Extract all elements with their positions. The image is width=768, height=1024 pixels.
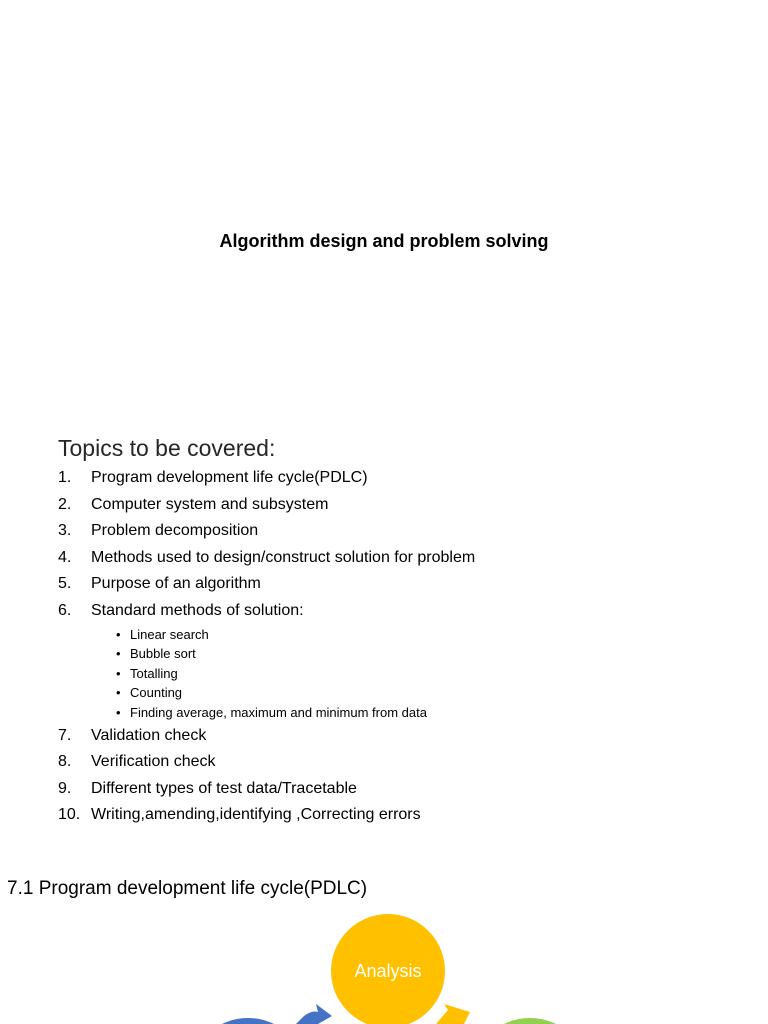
bullet-icon: •: [116, 665, 121, 681]
bullet-icon: •: [116, 685, 121, 701]
topic-number: 1.: [58, 469, 72, 486]
pdlc-diagram-svg: [0, 900, 768, 1024]
topic-item: [58, 598, 738, 625]
topic-number: 8.: [58, 753, 72, 771]
topic-text: Writing,amending,identifying ,Correcting errors: [91, 806, 421, 824]
subtopic-text: Linear search: [130, 627, 209, 642]
topic-list: [58, 465, 738, 829]
topic-item: [58, 776, 738, 803]
topic-number: 10.: [58, 806, 81, 824]
subtopic-item: [58, 664, 738, 683]
bullet-icon: •: [116, 704, 121, 720]
cycle-arrow-right-icon: [436, 1004, 470, 1024]
section-heading: 7.1 Program development life cycle(PDLC): [7, 878, 368, 899]
topic-text: Validation check: [91, 726, 207, 744]
subtopic-item: [58, 644, 738, 663]
topic-number: 9.: [58, 779, 72, 797]
topic-item: [58, 723, 738, 750]
topic-text: Computer system and subsystem: [91, 495, 329, 513]
topics-heading: Topics to be covered:: [58, 435, 276, 461]
subtopic-text: Totalling: [130, 665, 178, 681]
topic-text: Purpose of an algorithm: [91, 575, 261, 592]
cycle-arrow-left-icon: [296, 1004, 332, 1024]
topic-item: [58, 571, 738, 598]
topic-text: Problem decomposition: [91, 522, 259, 539]
topic-number: 3.: [58, 522, 72, 539]
topic-number: 6.: [58, 601, 72, 619]
subtopic-list: [58, 624, 738, 723]
topic-number: 5.: [58, 575, 72, 592]
subtopic-item: [58, 683, 738, 702]
topic-number: 4.: [58, 548, 72, 566]
right-stage-circle: [470, 1018, 590, 1024]
left-stage-circle: [188, 1018, 308, 1024]
topic-text: Standard methods of solution:: [91, 601, 304, 619]
topic-item: [58, 802, 738, 829]
topic-item: [58, 518, 738, 545]
topic-item: [58, 465, 738, 492]
subtopic-text: Finding average, maximum and minimum from data: [130, 704, 427, 720]
pdlc-diagram: [0, 900, 768, 1024]
subtopic-item: [58, 625, 738, 644]
subtopic-text: Bubble sort: [130, 646, 196, 662]
topic-text: Methods used to design/construct solution for problem: [91, 548, 476, 566]
topic-text: Different types of test data/Tracetable: [91, 779, 357, 797]
topic-text: Program development life cycle(PDLC): [91, 469, 368, 486]
analysis-stage-label: Analysis: [354, 961, 422, 981]
topic-item: [58, 492, 738, 519]
subtopic-text: Counting: [130, 685, 183, 701]
topic-number: 2.: [58, 495, 72, 513]
subtopic-item: [58, 703, 738, 722]
bullet-icon: •: [116, 646, 121, 662]
topic-item: [58, 749, 738, 776]
topic-item: [58, 545, 738, 572]
document-title: Algorithm design and problem solving: [219, 231, 549, 251]
topic-number: 7.: [58, 726, 72, 744]
topic-text: Verification check: [91, 753, 216, 771]
bullet-icon: •: [116, 627, 121, 642]
